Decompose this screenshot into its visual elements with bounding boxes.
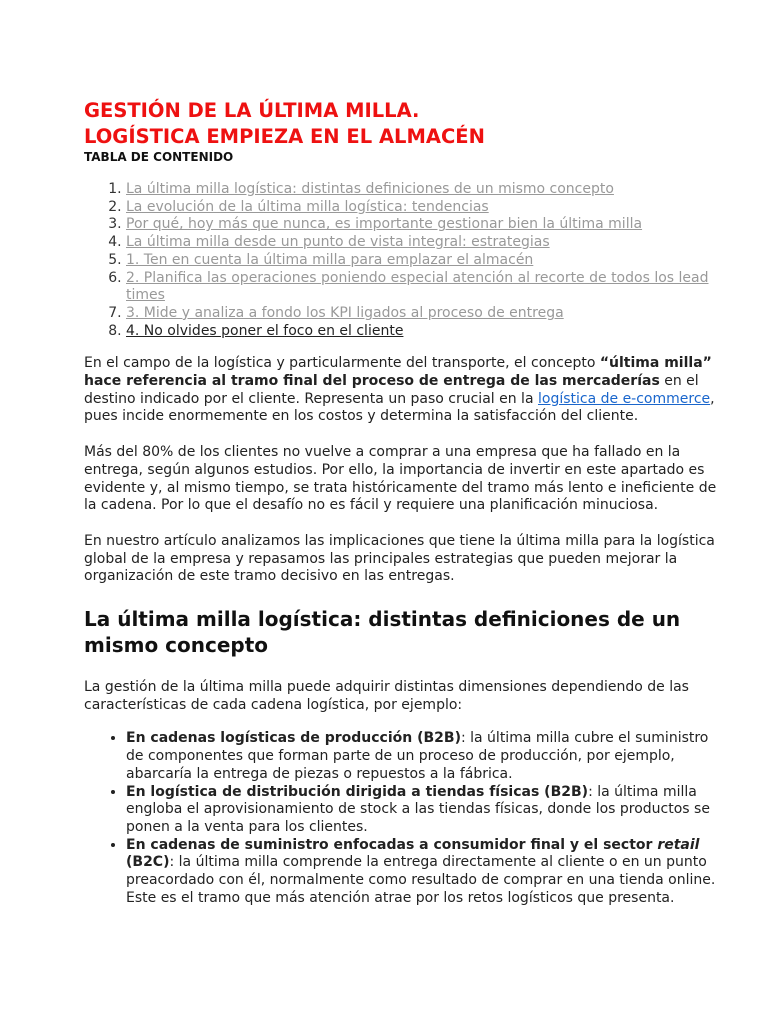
toc-item	[126, 323, 724, 341]
toc-link-7[interactable]: 3. Mide y analiza a fondo los KPI ligados al proceso de entrega	[126, 304, 564, 321]
document-page	[84, 98, 724, 908]
intro-paragraph-1	[84, 355, 724, 426]
list-item-bold-b: (B2C)	[126, 854, 170, 871]
section-paragraph: La gestión de la última milla puede adquirir distintas dimensiones dependiendo de las características de cada cadena logística, por ejemplo:	[84, 679, 689, 713]
intro-p1-text-a: En el campo de la logística y particularmente del transporte, el concepto	[84, 355, 600, 372]
ecommerce-logistics-link[interactable]: logística de e-commerce	[537, 390, 711, 407]
definitions-list	[84, 730, 724, 907]
intro-p1-text-b: en el destino indicado por el cliente. Representa un paso crucial en la	[84, 373, 699, 407]
list-item	[126, 730, 724, 783]
toc-link-4[interactable]: La última milla desde un punto de vista integral: estrategias	[126, 234, 550, 251]
title-line-1: GESTIÓN DE LA ÚLTIMA MILLA.	[84, 99, 420, 122]
toc-link-1[interactable]: La última milla logística: distintas definiciones de un mismo concepto	[126, 181, 614, 197]
title-line-2: LOGÍSTICA EMPIEZA EN EL ALMACÉN	[84, 125, 485, 148]
list-item	[126, 784, 724, 837]
toc-heading: TABLA DE CONTENIDO	[84, 150, 234, 164]
list-item-text: : la última milla engloba el aprovisionamiento de stock a las tiendas físicas, donde los productos se ponen a la venta para los clientes.	[126, 783, 710, 835]
intro-p1-text-c: , pues incide enormemente en los costos y determina la satisfacción del cliente.	[84, 390, 715, 425]
list-item-text: : la última milla comprende la entrega directamente al cliente o en un punto preacordado con él, normalmente como resultado de comprar en una tienda online. Este es el tramo que más atención atrae por los retos logísticos que presenta.	[126, 854, 716, 906]
list-item-text: : la última milla cubre el suministro de componentes que forman parte de un proceso de producción, por ejemplo, abarcaría la entrega de piezas o repuestos a la fábrica.	[126, 730, 709, 782]
section-heading: La última milla logística: distintas definiciones de un mismo concepto	[84, 607, 681, 658]
toc-item	[126, 234, 724, 252]
list-item-bold: En cadenas logísticas de producción (B2B)	[126, 730, 461, 747]
list-item-bold-italic: retail	[657, 836, 700, 853]
list-item-bold-a: En cadenas de suministro enfocadas a consumidor final y el sector	[126, 836, 658, 853]
toc-link-6[interactable]: 2. Planifica las operaciones poniendo especial atención al recorte de todos los lead times	[126, 269, 709, 304]
toc-item	[126, 199, 724, 217]
toc-link-2[interactable]: La evolución de la última milla logística: tendencias	[126, 198, 489, 215]
toc-item	[126, 181, 724, 199]
intro-paragraph-2: Más del 80% de los clientes no vuelve a comprar a una empresa que ha fallado en la entrega, según algunos estudios. Por ello, la importancia de invertir en este apartado es evidente y, al mismo tiempo, se trata históricamente del tramo más lento e ineficiente de la cadena. Por lo que el desafío no es fácil y requiere una planificación minuciosa.	[84, 444, 717, 514]
document-title	[84, 98, 724, 150]
toc-link-3[interactable]: Por qué, hoy más que nunca, es importante gestionar bien la última milla	[126, 216, 643, 233]
intro-p1-bold: “última milla” hace referencia al tramo final del proceso de entrega de las mercaderías	[84, 355, 712, 390]
toc-link-5[interactable]: 1. Ten en cuenta la última milla para emplazar el almacén	[126, 251, 534, 268]
toc-link-8[interactable]: 4. No olvides poner el foco en el cliente	[126, 322, 404, 339]
toc-item	[126, 270, 724, 305]
table-of-contents	[84, 181, 724, 340]
list-item	[126, 837, 724, 908]
toc-item	[126, 305, 724, 323]
intro-paragraph-3: En nuestro artículo analizamos las implicaciones que tiene la última milla para la logística global de la empresa y repasamos las principales estrategias que pueden mejorar la organización de este tramo decisivo en las entregas.	[84, 532, 715, 585]
toc-item	[126, 252, 724, 270]
toc-item	[126, 216, 724, 234]
list-item-bold: En logística de distribución dirigida a tiendas físicas (B2B)	[126, 783, 589, 800]
